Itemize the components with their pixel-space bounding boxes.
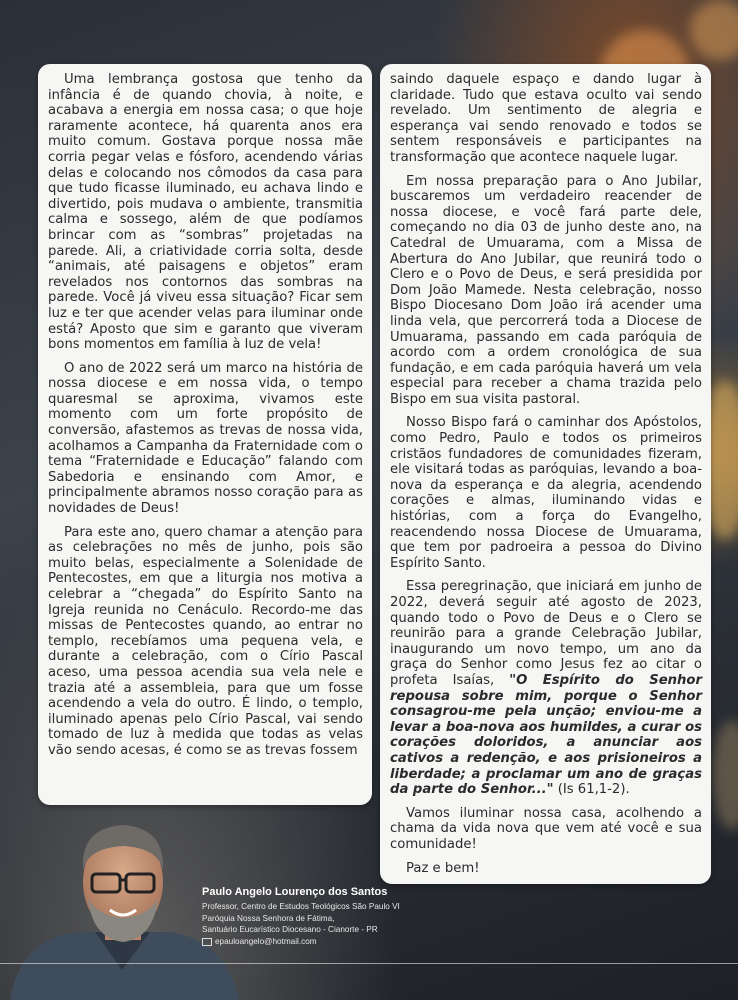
divider (0, 963, 738, 964)
paragraph: Para este ano, quero chamar a atenção para as celebrações no mês de junho, pois são muito belas, especialmente a Solenidade de Pentecostes, em que a liturgia nos motiva a celebrar a “chegada” do Espírito Santo na Igreja reunida no Cenáculo. Recordo-me das missas de Pentecostes quando, ao entrar no templo, recebíamos uma pequena vela, e durante a celebração, com o Círio Pascal aceso, uma pessoa acendia sua vela nele e trazia até a assembleia, para que um fosse acendendo a vela do outro. É lindo, o templo, iluminado apenas pelo Círio Pascal, vai sendo tomado de luz à medida que todas as velas vão sendo acesas, é como se as trevas fossem (48, 524, 363, 758)
bible-quote: "O Espírito do Senhor repousa sobre mim, porque o Senhor consagrou-me pela unção; enviou-me a levar a boa-nova aos humildes, a curar os corações doloridos, a anunciar aos cativos a redenção, e aos prisioneiros a liberdade; a proclamar um ano de graças da parte do Senhor..." (390, 672, 702, 798)
author-sanctuary: Santuário Eucarístico Diocesano - Cianorte - PR (202, 925, 378, 935)
author-email[interactable]: epauloangelo@hotmail.com (215, 936, 317, 946)
paragraph: O ano de 2022 será um marco na história de nossa diocese e em nossa vida, o tempo quaresmal se aproxima, vivamos este momento com um forte propósito de conversão, afastemos as trevas de nossa vida, acolhamos a Campanha da Fraternidade com o tema “Fraternidade e Educação” falando com Sabedoria e ensinando com Amor, e principalmente abramos nosso coração para as novidades de Deus! (48, 360, 363, 517)
author-role: Professor, Centro de Estudos Teológicos São Paulo VI (202, 902, 400, 911)
background-light-2 (690, 0, 738, 60)
left-text-panel (38, 64, 372, 805)
right-text-panel (380, 64, 711, 884)
author-parish: Paróquia Nossa Senhora de Fátima, (202, 913, 335, 923)
paragraph: Uma lembrança gostosa que tenho da infância é de quando chovia, à noite, e acabava a energia em nossa casa; o que hoje raramente acontece, há quarenta anos era muito comum. Gostava porque nossa mãe corria pegar velas e fósforo, acendendo várias delas e colocando nos cômodos da casa para que tudo ficasse iluminado, eu achava lindo e divertido, pois mudava o ambiente, transmitia calma e sossego, além de que podíamos brincar com as “sombras” projetadas na parede. Ali, a criatividade corria solta, desde “animais, até paisagens e objetos” eram revelados nos contornos das sombras na parede. Você já viveu essa situação? Ficar sem luz e ter que acender velas para iluminar onde está? Aposto que sim e garanto que viveram bons momentos em família à luz de vela! (48, 72, 363, 353)
paragraph: saindo daquele espaço e dando lugar à claridade. Tudo que estava oculto vai sendo revelado. Um sentimento de alegria e esperança vai sendo renovado e todos se sentem responsáveis e participantes na transformação que acontece naquele lugar. (390, 72, 702, 165)
background-light-4 (712, 720, 738, 830)
bible-reference: (Is 61,1-2). (553, 782, 630, 798)
paragraph: Em nossa preparação para o Ano Jubilar, buscaremos um verdadeiro reacender de nossa diocese, e você fará parte dele, começando no dia 03 de junho deste ano, na Catedral de Umuarama, com a Missa de Abertura do Ano Jubilar, que reunirá todo o Clero e o Povo de Deus, e será presidida por Dom João Mamede. Nesta celebração, nosso Bispo Diocesano Dom João irá acender uma linda vela, que percorrerá toda a Diocese de Umuarama, passando em cada paróquia de acordo com a ordem cronológica de sua fundação, e em cada paróquia haverá um vela especial para receber a chama trazida pelo Bispo em sua visita pastoral. (390, 173, 702, 407)
paragraph-with-quote (390, 579, 702, 797)
envelope-icon (202, 938, 212, 946)
author-name: Paulo Angelo Lourenço dos Santos (202, 886, 388, 898)
closing-greeting: Paz e bem! (406, 860, 480, 876)
author-caption (202, 886, 400, 947)
paragraph: Nosso Bispo fará o caminhar dos Apóstolos, como Pedro, Paulo e todos os primeiros cristãos fundadores de comunidades fizeram, ele visitará todas as paróquias, levando a boa-nova da esperança e da alegria, acendendo corações e almas, iluminando vidas e histórias, com a força do Evangelho, reacendendo nossa Diocese de Umuarama, que tem por padroeira a pessoa do Divino Espírito Santo. (390, 415, 702, 571)
paragraph: Vamos iluminar nossa casa, acolhendo a chama da vida nova que vem até você e sua comunidade! (390, 805, 702, 852)
author-email-row (202, 936, 400, 948)
paragraph-text: Essa peregrinação, que iniciará em junho de 2022, deverá seguir até agosto de 2023, quando todo o Povo de Deus e o Clero se reunirão para a grande Celebração Jubilar, inaugurando um novo tempo, um ano da graça do Senhor como Jesus fez ao citar o profeta Isaías, (390, 579, 702, 688)
